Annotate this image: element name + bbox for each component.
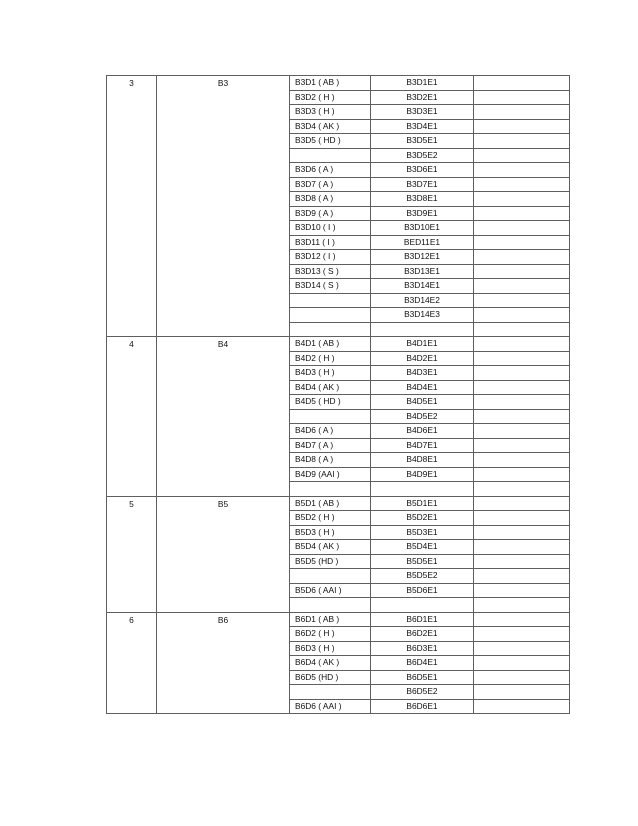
- d-code-cell: [290, 598, 371, 613]
- e-code-cell: B3D5E2: [371, 148, 474, 163]
- d-code-cell: B3D4 ( AK ): [290, 119, 371, 134]
- empty-cell: [474, 235, 570, 250]
- empty-cell: [474, 525, 570, 540]
- d-code-cell: B3D13 ( S ): [290, 264, 371, 279]
- empty-cell: [474, 438, 570, 453]
- empty-cell: [474, 308, 570, 323]
- e-code-cell: B4D2E1: [371, 351, 474, 366]
- empty-cell: [474, 221, 570, 236]
- empty-cell: [474, 685, 570, 700]
- d-code-cell: B5D5 (HD ): [290, 554, 371, 569]
- table-row: [107, 496, 570, 511]
- empty-cell: [474, 424, 570, 439]
- e-code-cell: B3D3E1: [371, 105, 474, 120]
- d-code-cell: B5D4 ( AK ): [290, 540, 371, 555]
- e-code-cell: BED11E1: [371, 235, 474, 250]
- empty-cell: [474, 337, 570, 352]
- e-code-cell: B4D9E1: [371, 467, 474, 482]
- e-code-cell: [371, 598, 474, 613]
- group-number-cell: 6: [107, 612, 157, 714]
- empty-cell: [474, 699, 570, 714]
- group-number-cell: 5: [107, 496, 157, 612]
- e-code-cell: B6D5E1: [371, 670, 474, 685]
- e-code-cell: B4D4E1: [371, 380, 474, 395]
- e-code-cell: B4D5E2: [371, 409, 474, 424]
- data-table: [106, 75, 570, 714]
- empty-cell: [474, 554, 570, 569]
- empty-cell: [474, 206, 570, 221]
- group-code-cell: B6: [157, 612, 290, 714]
- d-code-cell: B6D3 ( H ): [290, 641, 371, 656]
- empty-cell: [474, 453, 570, 468]
- d-code-cell: B4D6 ( A ): [290, 424, 371, 439]
- d-code-cell: [290, 148, 371, 163]
- e-code-cell: B3D1E1: [371, 76, 474, 91]
- group-number-cell: 4: [107, 337, 157, 497]
- empty-cell: [474, 598, 570, 613]
- e-code-cell: B4D1E1: [371, 337, 474, 352]
- d-code-cell: B4D9 (AAI ): [290, 467, 371, 482]
- empty-cell: [474, 177, 570, 192]
- empty-cell: [474, 627, 570, 642]
- d-code-cell: B3D3 ( H ): [290, 105, 371, 120]
- e-code-cell: B3D14E3: [371, 308, 474, 323]
- empty-cell: [474, 612, 570, 627]
- e-code-cell: B3D9E1: [371, 206, 474, 221]
- e-code-cell: B6D1E1: [371, 612, 474, 627]
- e-code-cell: B5D4E1: [371, 540, 474, 555]
- e-code-cell: B6D5E2: [371, 685, 474, 700]
- empty-cell: [474, 134, 570, 149]
- d-code-cell: B4D7 ( A ): [290, 438, 371, 453]
- empty-cell: [474, 641, 570, 656]
- e-code-cell: B4D3E1: [371, 366, 474, 381]
- empty-cell: [474, 192, 570, 207]
- e-code-cell: B5D2E1: [371, 511, 474, 526]
- e-code-cell: B5D5E2: [371, 569, 474, 584]
- e-code-cell: [371, 322, 474, 337]
- d-code-cell: B3D9 ( A ): [290, 206, 371, 221]
- empty-cell: [474, 105, 570, 120]
- empty-cell: [474, 76, 570, 91]
- d-code-cell: [290, 409, 371, 424]
- empty-cell: [474, 511, 570, 526]
- empty-cell: [474, 482, 570, 497]
- empty-cell: [474, 322, 570, 337]
- d-code-cell: [290, 322, 371, 337]
- d-code-cell: B4D4 ( AK ): [290, 380, 371, 395]
- e-code-cell: B3D14E2: [371, 293, 474, 308]
- e-code-cell: B5D6E1: [371, 583, 474, 598]
- d-code-cell: [290, 685, 371, 700]
- d-code-cell: B3D5 ( HD ): [290, 134, 371, 149]
- e-code-cell: B4D6E1: [371, 424, 474, 439]
- table-body: [107, 76, 570, 714]
- d-code-cell: B5D6 ( AAI ): [290, 583, 371, 598]
- empty-cell: [474, 395, 570, 410]
- e-code-cell: B3D13E1: [371, 264, 474, 279]
- empty-cell: [474, 380, 570, 395]
- table-row: [107, 612, 570, 627]
- empty-cell: [474, 540, 570, 555]
- group-code-cell: B5: [157, 496, 290, 612]
- table-row: [107, 76, 570, 91]
- d-code-cell: B6D5 (HD ): [290, 670, 371, 685]
- d-code-cell: B4D2 ( H ): [290, 351, 371, 366]
- d-code-cell: B3D12 ( I ): [290, 250, 371, 265]
- empty-cell: [474, 148, 570, 163]
- empty-cell: [474, 163, 570, 178]
- empty-cell: [474, 293, 570, 308]
- empty-cell: [474, 409, 570, 424]
- empty-cell: [474, 467, 570, 482]
- d-code-cell: B5D3 ( H ): [290, 525, 371, 540]
- empty-cell: [474, 264, 570, 279]
- e-code-cell: B3D2E1: [371, 90, 474, 105]
- d-code-cell: [290, 482, 371, 497]
- e-code-cell: B3D7E1: [371, 177, 474, 192]
- empty-cell: [474, 569, 570, 584]
- d-code-cell: B3D6 ( A ): [290, 163, 371, 178]
- d-code-cell: B3D2 ( H ): [290, 90, 371, 105]
- d-code-cell: B5D1 ( AB ): [290, 496, 371, 511]
- d-code-cell: B4D8 ( A ): [290, 453, 371, 468]
- empty-cell: [474, 366, 570, 381]
- d-code-cell: B3D8 ( A ): [290, 192, 371, 207]
- empty-cell: [474, 351, 570, 366]
- e-code-cell: B5D5E1: [371, 554, 474, 569]
- empty-cell: [474, 670, 570, 685]
- empty-cell: [474, 250, 570, 265]
- empty-cell: [474, 656, 570, 671]
- e-code-cell: B5D3E1: [371, 525, 474, 540]
- e-code-cell: B4D5E1: [371, 395, 474, 410]
- d-code-cell: [290, 293, 371, 308]
- d-code-cell: B6D2 ( H ): [290, 627, 371, 642]
- e-code-cell: B3D8E1: [371, 192, 474, 207]
- e-code-cell: B3D4E1: [371, 119, 474, 134]
- empty-cell: [474, 90, 570, 105]
- e-code-cell: B6D2E1: [371, 627, 474, 642]
- d-code-cell: B3D10 ( I ): [290, 221, 371, 236]
- empty-cell: [474, 119, 570, 134]
- d-code-cell: B6D1 ( AB ): [290, 612, 371, 627]
- d-code-cell: B6D6 ( AAI ): [290, 699, 371, 714]
- e-code-cell: B5D1E1: [371, 496, 474, 511]
- d-code-cell: B4D3 ( H ): [290, 366, 371, 381]
- d-code-cell: B4D5 ( HD ): [290, 395, 371, 410]
- empty-cell: [474, 279, 570, 294]
- e-code-cell: B3D10E1: [371, 221, 474, 236]
- d-code-cell: [290, 308, 371, 323]
- e-code-cell: B6D4E1: [371, 656, 474, 671]
- e-code-cell: B4D8E1: [371, 453, 474, 468]
- d-code-cell: B6D4 ( AK ): [290, 656, 371, 671]
- e-code-cell: B4D7E1: [371, 438, 474, 453]
- empty-cell: [474, 496, 570, 511]
- group-number-cell: 3: [107, 76, 157, 337]
- group-code-cell: B4: [157, 337, 290, 497]
- table-row: [107, 337, 570, 352]
- d-code-cell: B3D11 ( I ): [290, 235, 371, 250]
- group-code-cell: B3: [157, 76, 290, 337]
- e-code-cell: B6D3E1: [371, 641, 474, 656]
- d-code-cell: B4D1 ( AB ): [290, 337, 371, 352]
- e-code-cell: [371, 482, 474, 497]
- d-code-cell: B3D1 ( AB ): [290, 76, 371, 91]
- e-code-cell: B3D14E1: [371, 279, 474, 294]
- e-code-cell: B6D6E1: [371, 699, 474, 714]
- d-code-cell: B3D14 ( S ): [290, 279, 371, 294]
- d-code-cell: B5D2 ( H ): [290, 511, 371, 526]
- empty-cell: [474, 583, 570, 598]
- d-code-cell: B3D7 ( A ): [290, 177, 371, 192]
- e-code-cell: B3D6E1: [371, 163, 474, 178]
- d-code-cell: [290, 569, 371, 584]
- e-code-cell: B3D12E1: [371, 250, 474, 265]
- e-code-cell: B3D5E1: [371, 134, 474, 149]
